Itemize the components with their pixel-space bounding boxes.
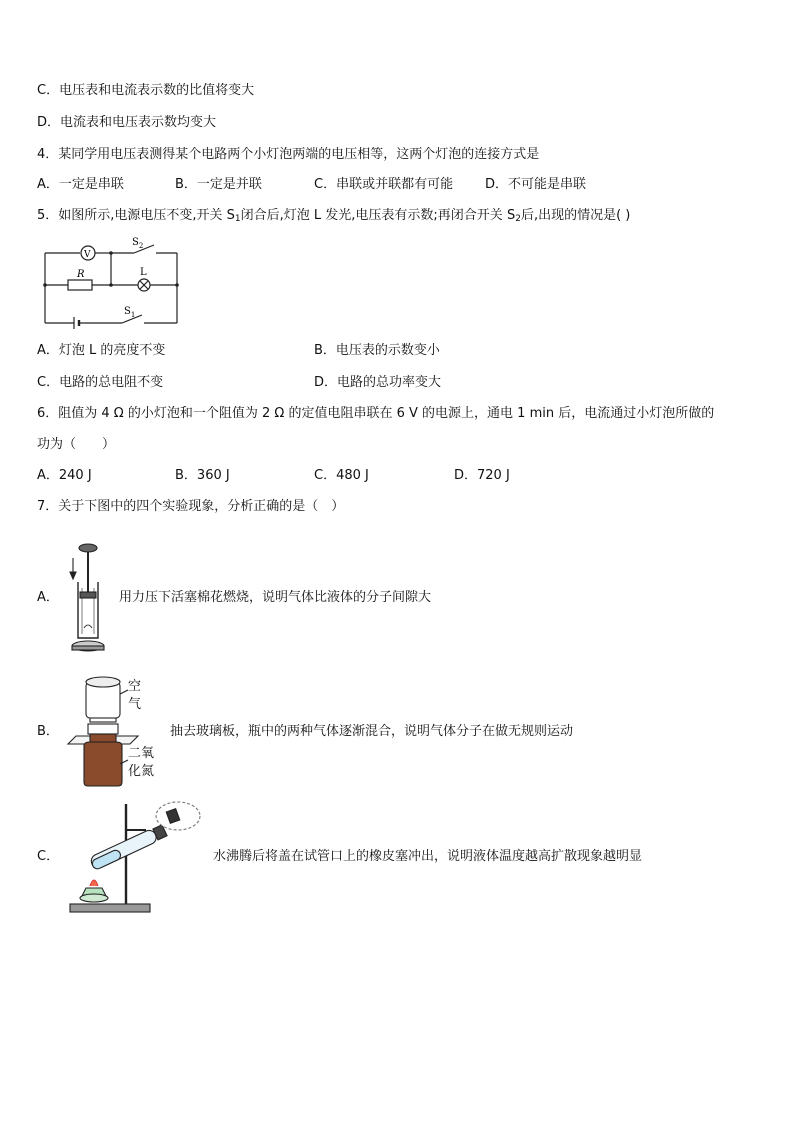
q6-option-c: C．480 J [314, 468, 369, 483]
q4-option-d: D．不可能是串联 [485, 177, 587, 192]
q5-stem [37, 207, 630, 228]
q5-stem-sub-2: 2 [515, 214, 521, 224]
q7-b-bottom-label-2: 化氮 [128, 764, 155, 779]
q7-option-a-text: 用力压下活塞棉花燃烧，说明气体比液体的分子间隙大 [119, 590, 432, 605]
q4-option-c: C．串联或并联都有可能 [314, 177, 454, 192]
q4-stem: 4．某同学用电压表测得某个电路两个小灯泡两端的电压相等，这两个灯泡的连接方式是 [37, 147, 540, 162]
q5-option-d: D．电路的总功率变大 [314, 375, 442, 390]
q7-option-c-text: 水沸腾后将盖在试管口上的橡皮塞冲出，说明液体温度越高扩散现象越明显 [213, 849, 643, 864]
q7-option-c-label: C． [37, 849, 60, 864]
q4-option-b: B．一定是并联 [175, 177, 262, 192]
q7-b-top-label-1: 空 [128, 679, 142, 694]
s1-label: $S_1$ [124, 306, 136, 319]
q4-option-a: A．一定是串联 [37, 177, 124, 192]
q7-stem: 7．关于下图中的四个实验现象，分析正确的是（ ） [37, 499, 345, 514]
q5-circuit-diagram [38, 233, 183, 329]
q5-stem-sub-1: 1 [234, 214, 241, 224]
lamp-label: L [140, 267, 147, 278]
resistor-label: R [77, 269, 85, 280]
fire-syringe-figure [66, 542, 110, 656]
q7-b-top-label-2: 气 [128, 697, 142, 712]
q3-option-d: D．电流表和电压表示数均变大 [37, 115, 217, 130]
q6-option-d: D．720 J [454, 468, 510, 483]
q7-option-b-label: B． [37, 724, 59, 739]
q5-stem-part-a: 5．如图所示,电源电压不变,开关 S [37, 208, 235, 223]
q5-option-b: B．电压表的示数变小 [314, 343, 440, 358]
q6-stem-line-2: 功为（ ） [37, 437, 116, 452]
q5-option-c: C．电路的总电阻不变 [37, 375, 164, 390]
voltmeter-label: V [84, 250, 91, 260]
q7-option-b-text: 抽去玻璃板，瓶中的两种气体逐渐混合，说明气体分子在做无规则运动 [170, 724, 574, 739]
s2-label: $S_2$ [132, 237, 144, 250]
q6-stem-line-1: 6．阻值为 4 Ω 的小灯泡和一个阻值为 2 Ω 的定值电阻串联在 6 V 的电源上，通电 1 min 后，电流通过小灯泡所做的 [37, 406, 715, 421]
q5-stem-part-b: 闭合后,灯泡 L 发光,电压表有示数;再闭合开关 S [240, 208, 516, 223]
q6-option-b: B．360 J [175, 468, 230, 483]
test-tube-heating-figure [66, 794, 206, 916]
q6-option-a: A．240 J [37, 468, 92, 483]
q5-option-a: A．灯泡 L 的亮度不变 [37, 343, 166, 358]
resistor-icon [68, 280, 92, 290]
q3-option-c: C．电压表和电流表示数的比值将变大 [37, 83, 255, 98]
q7-option-a-label: A． [37, 590, 59, 605]
q7-b-bottom-label-1: 二氧 [128, 746, 155, 761]
q5-stem-part-c: 后,出现的情况是( ) [520, 208, 631, 223]
